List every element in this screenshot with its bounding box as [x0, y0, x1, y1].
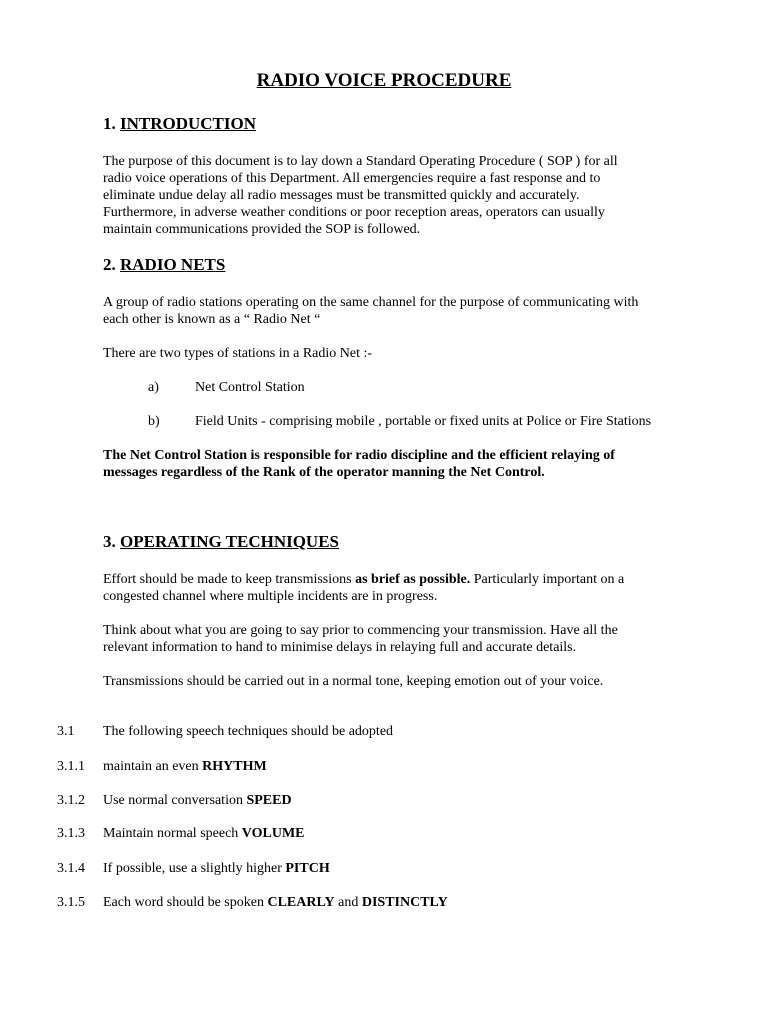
- text-line: messages regardless of the Rank of the operator manning the Net Control.: [103, 465, 545, 480]
- section-heading-radio-nets: [103, 255, 225, 275]
- emphasis: VOLUME: [241, 826, 305, 841]
- emphasis: as brief as possible.: [355, 572, 471, 587]
- section-title: RADIO NETS: [120, 255, 226, 274]
- net-control-note: [103, 447, 723, 481]
- text-line: eliminate undue delay all radio messages must be transmitted quickly and accurately.: [103, 188, 580, 203]
- list-item-text: Field Units - comprising mobile , portable or fixed units at Police or Fire Stations: [195, 414, 652, 429]
- item-number: 3.1.4: [57, 861, 85, 876]
- text-line: congested channel where multiple incidents are in progress.: [103, 589, 438, 604]
- section-title: OPERATING TECHNIQUES: [120, 532, 339, 551]
- intro-paragraph: [103, 153, 723, 238]
- techniques-paragraph-1: [103, 571, 723, 605]
- section-number: 3.: [103, 532, 116, 551]
- text-line: Furthermore, in adverse weather conditions or poor reception areas, operators can usually: [103, 205, 605, 220]
- item-text: [103, 758, 723, 775]
- section-number: 1.: [103, 114, 116, 133]
- text-run: Particularly important on a: [470, 572, 625, 587]
- text-line: A group of radio stations operating on the same channel for the purpose of communicating with: [103, 295, 639, 310]
- list-item-letter: b): [148, 414, 160, 429]
- emphasis: SPEED: [246, 793, 292, 808]
- text-run: Effort should be made to keep transmissions: [103, 572, 356, 587]
- techniques-paragraph-2: [103, 622, 723, 656]
- section-title: INTRODUCTION: [120, 114, 257, 133]
- text-run: If possible, use a slightly higher: [103, 861, 286, 876]
- nets-types-paragraph: There are two types of stations in a Radio Net :-: [103, 346, 373, 361]
- emphasis: RHYTHM: [202, 759, 267, 774]
- item-text: [103, 894, 723, 911]
- text-run: Each word should be spoken: [103, 895, 268, 910]
- item-text: [103, 792, 723, 809]
- item-number: 3.1.3: [57, 826, 85, 841]
- emphasis: CLEARLY: [267, 895, 335, 910]
- item-text: [103, 860, 723, 877]
- text-run: Maintain normal speech: [103, 826, 242, 841]
- document-title: RADIO VOICE PROCEDURE: [256, 70, 512, 91]
- text-run: maintain an even: [103, 759, 203, 774]
- emphasis: PITCH: [285, 861, 330, 876]
- section-number: 2.: [103, 255, 116, 274]
- text-line: [103, 571, 723, 588]
- text-line: The purpose of this document is to lay down a Standard Operating Procedure ( SOP ) for all: [103, 154, 618, 169]
- item-number: 3.1.2: [57, 793, 85, 808]
- item-number: 3.1.1: [57, 759, 85, 774]
- section-heading-introduction: [103, 114, 256, 134]
- text-line: radio voice operations of this Department. All emergencies require a fast response and to: [103, 171, 601, 186]
- text-run: Use normal conversation: [103, 793, 247, 808]
- nets-paragraph: [103, 294, 723, 328]
- emphasis: DISTINCTLY: [361, 895, 448, 910]
- techniques-paragraph-3: Transmissions should be carried out in a normal tone, keeping emotion out of your voice.: [103, 674, 604, 689]
- text-line: The Net Control Station is responsible for radio discipline and the efficient relaying of: [103, 448, 615, 463]
- item-number: 3.1: [57, 724, 75, 739]
- text-line: maintain communications provided the SOP is followed.: [103, 222, 421, 237]
- item-text: The following speech techniques should be adopted: [103, 724, 394, 739]
- text-run: and: [334, 895, 362, 910]
- section-heading-operating-techniques: [103, 532, 339, 552]
- item-number: 3.1.5: [57, 895, 85, 910]
- item-text: [103, 825, 723, 842]
- text-line: Think about what you are going to say prior to commencing your transmission. Have all the: [103, 623, 618, 638]
- list-item-text: Net Control Station: [195, 380, 305, 395]
- text-line: relevant information to hand to minimise delays in relaying full and accurate details.: [103, 640, 577, 655]
- list-item-letter: a): [148, 380, 159, 395]
- text-line: each other is known as a “ Radio Net “: [103, 312, 321, 327]
